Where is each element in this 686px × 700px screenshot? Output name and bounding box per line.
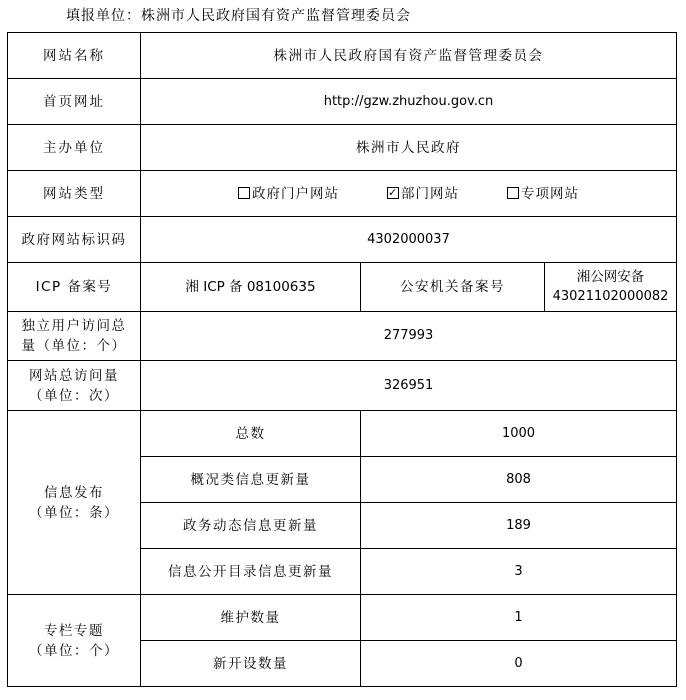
site-type-option-label: 政府门户网站	[252, 185, 339, 202]
info-item-value: 3	[361, 549, 677, 595]
columns-item-value: 0	[361, 641, 677, 687]
header-unit: 株洲市人民政府国有资产监督管理委员会	[141, 8, 411, 24]
info-item-label: 政务动态信息更新量	[141, 503, 361, 549]
info-release-label	[8, 411, 141, 595]
website-report-table	[7, 32, 677, 687]
row-columns-maintained	[8, 595, 677, 641]
site-type-options	[141, 171, 677, 217]
site-type-option-portal[interactable]	[238, 184, 339, 204]
total-visits-label-line2: （单位：次）	[29, 387, 119, 404]
row-icp	[8, 263, 677, 312]
columns-item-label: 维护数量	[141, 595, 361, 641]
homepage-label: 首页网址	[8, 79, 141, 125]
row-unique-visitors	[8, 312, 677, 361]
row-sponsor	[8, 125, 677, 171]
info-item-value: 189	[361, 503, 677, 549]
site-type-label: 网站类型	[8, 171, 141, 217]
site-type-option-department[interactable]	[387, 184, 459, 204]
site-id-label: 政府网站标识码	[8, 217, 141, 263]
unique-visitors-label	[8, 312, 141, 361]
sponsor-label: 主办单位	[8, 125, 141, 171]
site-name-value: 株洲市人民政府国有资产监督管理委员会	[141, 33, 677, 79]
site-id-value: 4302000037	[141, 217, 677, 263]
info-item-value: 808	[361, 457, 677, 503]
police-record-label: 公安机关备案号	[361, 263, 545, 312]
row-total-visits	[8, 361, 677, 411]
icp-value: 湘 ICP 备 08100635	[141, 263, 361, 312]
columns-item-label: 新开设数量	[141, 641, 361, 687]
columns-label	[8, 595, 141, 687]
columns-item-value: 1	[361, 595, 677, 641]
info-item-label: 概况类信息更新量	[141, 457, 361, 503]
columns-label-line2: （单位：个）	[29, 642, 119, 659]
sponsor-value: 株洲市人民政府	[141, 125, 677, 171]
police-record-value-line2: 43021102000082	[552, 289, 669, 304]
report-header	[66, 6, 411, 26]
row-site-id	[8, 217, 677, 263]
row-info-total	[8, 411, 677, 457]
police-record-value	[545, 263, 677, 312]
site-type-option-special[interactable]	[507, 184, 579, 204]
total-visits-label	[8, 361, 141, 411]
row-site-name	[8, 33, 677, 79]
site-type-option-label: 部门网站	[401, 185, 459, 202]
unique-visitors-value: 277993	[141, 312, 677, 361]
site-name-label: 网站名称	[8, 33, 141, 79]
row-homepage	[8, 79, 677, 125]
checkbox-unchecked-icon[interactable]	[507, 187, 519, 199]
row-site-type	[8, 171, 677, 217]
total-visits-value: 326951	[141, 361, 677, 411]
header-label: 填报单位：	[66, 8, 141, 24]
info-item-label: 信息公开目录信息更新量	[141, 549, 361, 595]
icp-label: ICP 备案号	[8, 263, 141, 312]
info-item-label: 总数	[141, 411, 361, 457]
info-release-label-line1: 信息发布	[44, 484, 104, 501]
checkbox-checked-icon[interactable]	[387, 187, 399, 199]
columns-label-line1: 专栏专题	[44, 622, 104, 639]
police-record-value-line1: 湘公网安备	[576, 269, 645, 285]
unique-visitors-label-line2: 量（单位：个）	[21, 338, 127, 354]
checkbox-unchecked-icon[interactable]	[238, 187, 250, 199]
site-type-option-label: 专项网站	[521, 185, 579, 202]
total-visits-label-line1: 网站总访问量	[29, 367, 119, 384]
info-release-label-line2: （单位：条）	[29, 504, 119, 521]
homepage-value: http://gzw.zhuzhou.gov.cn	[141, 79, 677, 125]
unique-visitors-label-line1: 独立用户访问总	[21, 318, 127, 334]
info-item-value: 1000	[361, 411, 677, 457]
